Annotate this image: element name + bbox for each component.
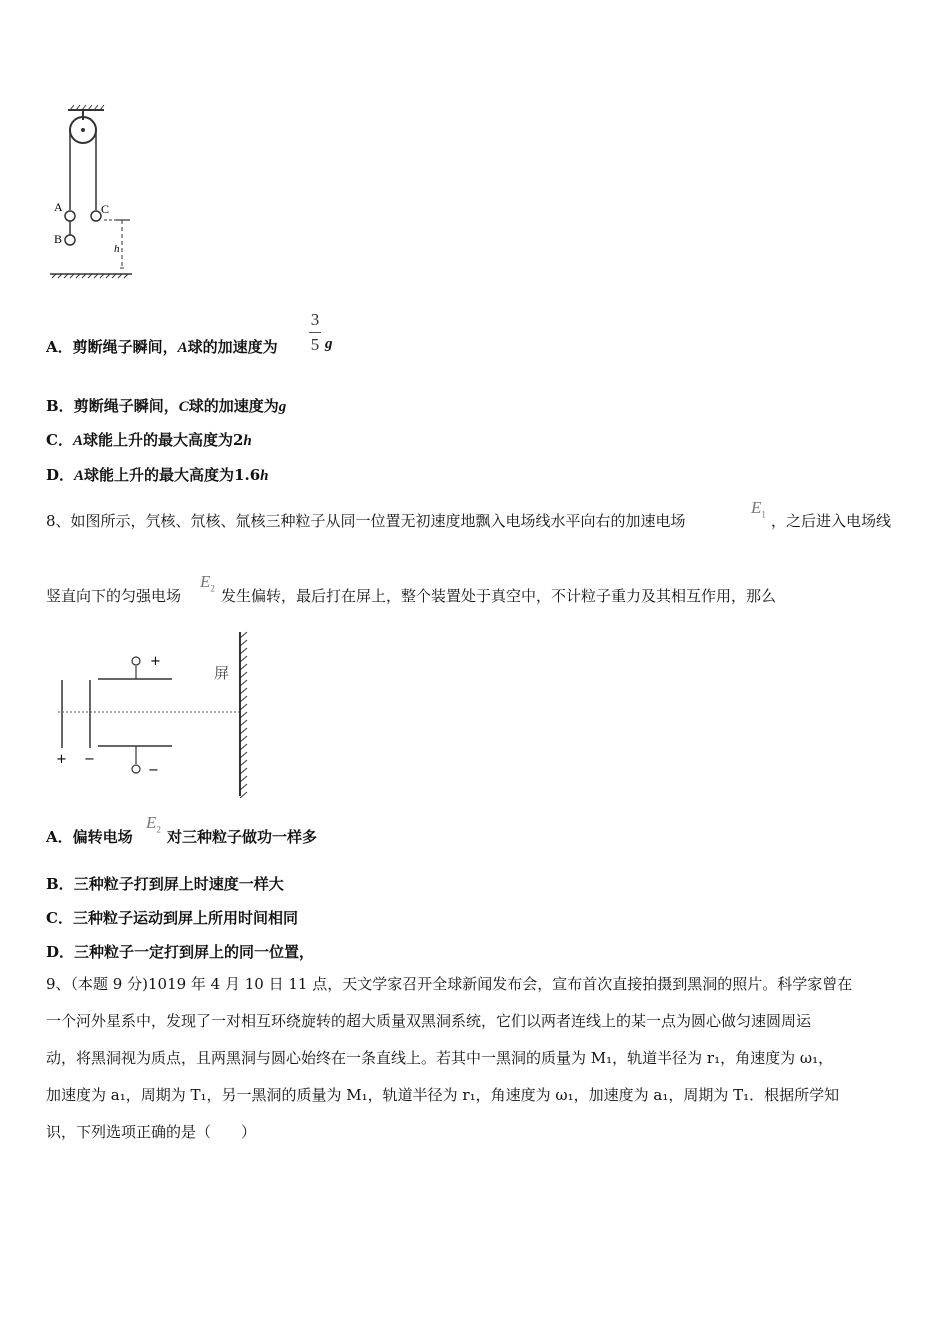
minus-left: − [84,752,95,767]
q9-line1: 9、（本题 9 分)1019 年 4 月 10 日 11 点，天文学家召开全球新闻发布会，宣布首次直接拍摄到黑洞的照片。科学家曾在 [46,975,853,993]
q8-line1: 8、如图所示，氕核、氘核、氚核三种粒子从同一位置无初速度地飘入电场线水平向右的加速电场 [46,512,686,530]
q8-line2-pre: 竖直向下的匀强电场 [46,587,182,605]
q7-frac-den: 5 [310,335,320,354]
q8-option-a-post: 对三种粒子做功一样多 [167,828,318,846]
screen-label: 屏 [214,664,230,682]
minus-bottom: − [148,763,159,778]
label-h: h [114,243,120,255]
q7-option-a-g: g [325,336,333,352]
q8-option-a: A．偏转电场 [46,828,133,846]
q8-e2: $E_2$ [200,572,215,594]
q9-line3: 动，将黑洞视为质点，且两黑洞与圆心始终在一条直线上。若其中一黑洞的质量为 M₁，轨道半径为 r₁，角速度为 ω₁， [46,1049,834,1067]
label-a: A [54,200,63,214]
q8-line1-end: ，之后进入电场线 [771,512,892,530]
q8-option-c: C．三种粒子运动到屏上所用时间相同 [46,909,298,927]
q8-option-d: D．三种粒子一定打到屏上的同一位置， [46,943,315,961]
label-c: C [101,202,110,216]
q9-line5: 识，下列选项正确的是（ ） [46,1123,257,1141]
q8-opt-e2: $E_2$ [146,813,161,835]
label-b: B [54,232,63,246]
q7-frac-line [309,332,321,333]
q9-text [46,966,908,1151]
q7-option-a: A．剪断绳子瞬间，A球的加速度为 [46,338,278,356]
q7-option-d: D．A球能上升的最大高度为1.6h [46,466,269,484]
q9-line4: 加速度为 a₁，周期为 T₁，另一黑洞的质量为 M₁，轨道半径为 r₁，角速度为 ω₁，加速度为 a₁，周期为 T₁．根据所学知 [46,1086,840,1104]
plus-top: + [150,654,161,669]
q8-option-b: B．三种粒子打到屏上时速度一样大 [46,875,284,893]
q7-option-b: B．剪断绳子瞬间，C球的加速度为g [46,397,287,415]
pulley-figure [40,100,150,290]
q8-e1: $E_1$ [751,498,766,520]
field-figure [50,628,260,800]
q7-frac-num: 3 [310,310,320,329]
q8-line2-post: 发生偏转，最后打在屏上，整个装置处于真空中，不计粒子重力及其相互作用，那么 [221,587,777,605]
q9-line2: 一个河外星系中，发现了一对相互环绕旋转的超大质量双黑洞系统，它们以两者连线上的某一点为圆心做匀速圆周运 [46,1012,812,1030]
plus-left: + [56,752,67,767]
q7-option-c: C．A球能上升的最大高度为2h [46,431,252,449]
